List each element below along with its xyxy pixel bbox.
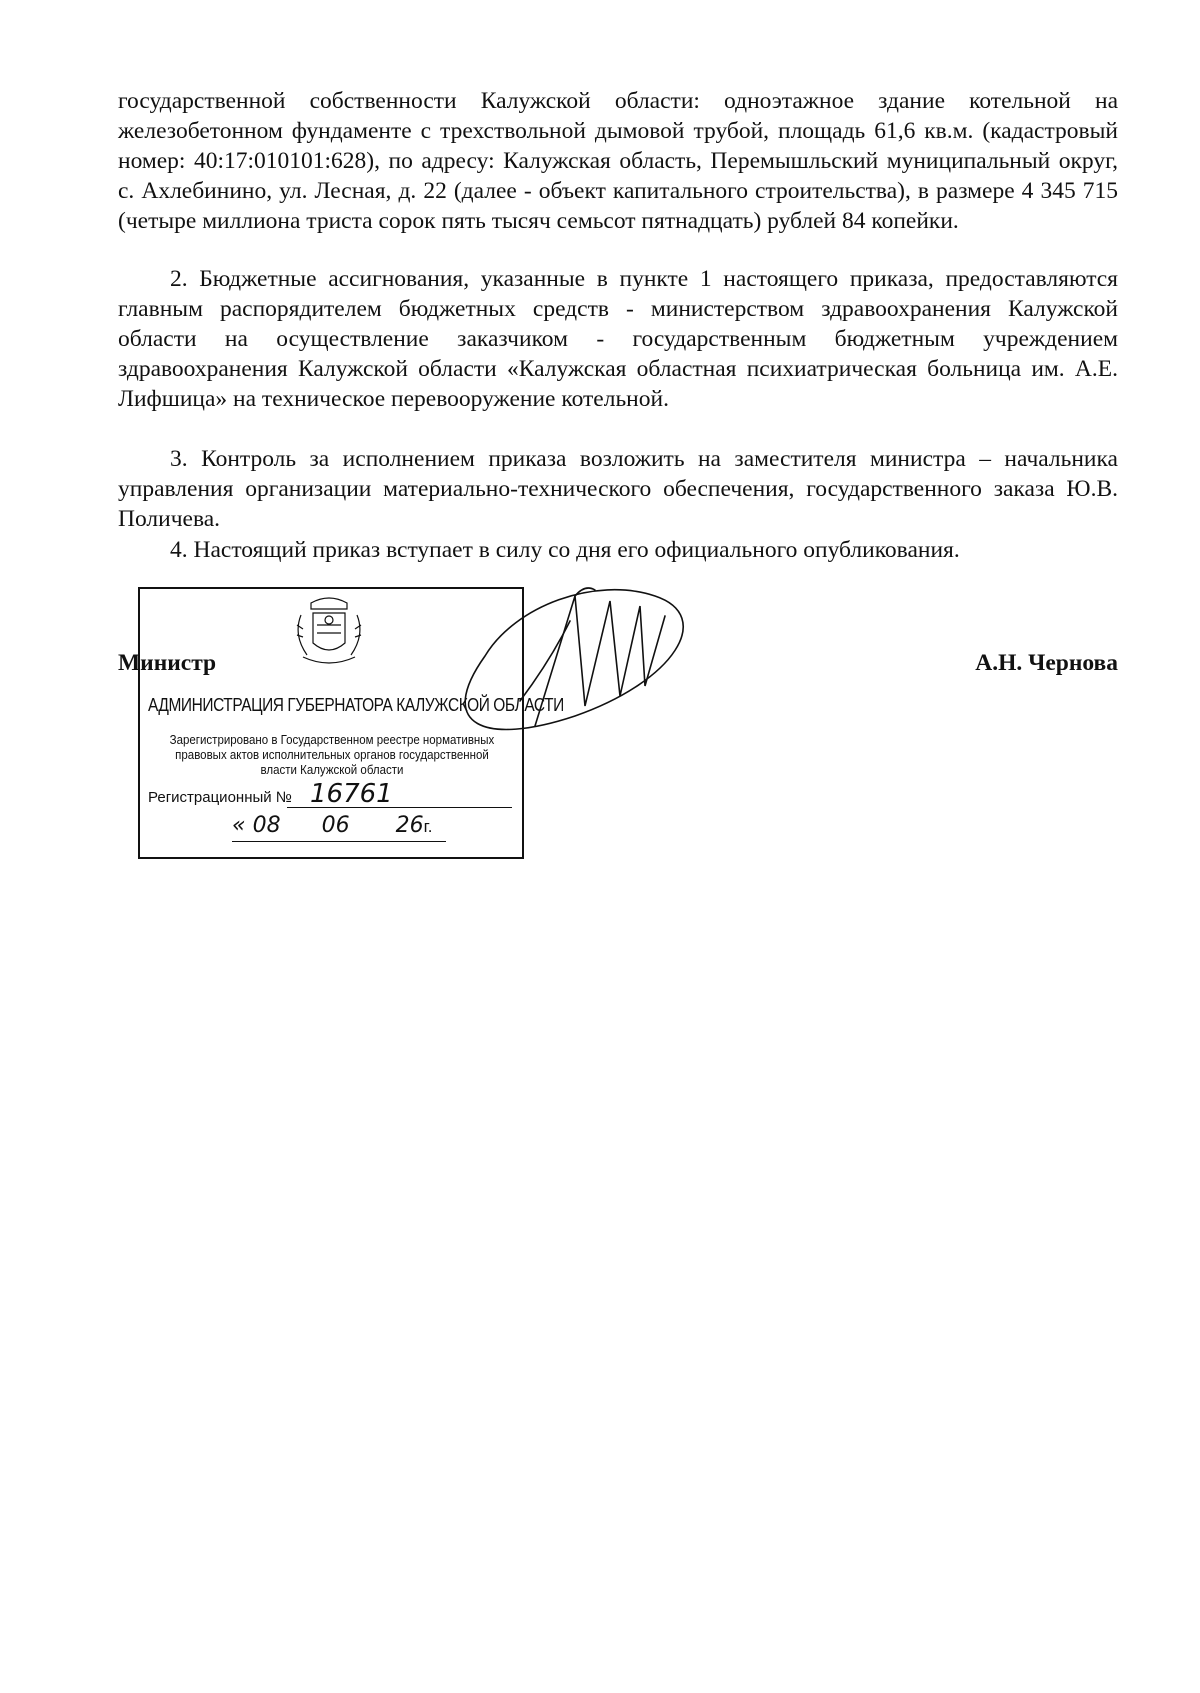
paragraph-item-3: 3. Контроль за исполнением приказа возложить на заместителя министра – начальника управления организации материально-технического обеспечения, государственного заказа Ю.В. Поличева. <box>118 446 1118 532</box>
stamp-date-day: 08 <box>252 813 281 838</box>
stamp-organization: АДМИНИСТРАЦИЯ ГУБЕРНАТОРА КАЛУЖСКОЙ ОБЛАСТИ <box>148 695 564 715</box>
stamp-date-year: 26 <box>395 813 424 838</box>
paragraph-continuation: государственной собственности Калужской области: одноэтажное здание котельной на железобетонном фундаменте с трехствольной дымовой трубой, площадь 61,6 кв.м. (кадастровый номер: 40:17:010101:628), по адресу: Калужская область, Перемышльский муниципальный округ, с. Ахлебинино, ул. Лесная, д. 22 (далее - объект капитального строительства), в размере 4 345 715 (четыре миллиона триста сорок пять тысяч семьсот пятнадцать) рублей 84 копейки. <box>118 88 1118 234</box>
paragraph-item-2: 2. Бюджетные ассигнования, указанные в пункте 1 настоящего приказа, предоставляются главным распорядителем бюджетных средств - министерством здравоохранения Калужской области на осуществление заказчиком - государственным бюджетным учреждением здравоохранения Калужской области «Калужская областная психиатрическая больница им. А.Е. Лифшица» на техническое перевооружение котельной. <box>118 266 1118 412</box>
stamp-registration-text: Зарегистрировано в Государственном реестре нормативных правовых актов исполнительных органов государственной власти Калужской области <box>169 733 495 777</box>
stamp-date-suffix: г. <box>423 817 433 836</box>
coat-of-arms-emblem <box>291 595 367 667</box>
stamp-date: « 08 06 26г. <box>232 813 433 838</box>
handwritten-signature <box>425 576 715 746</box>
stamp-registration-number: 16761 <box>310 779 393 809</box>
paragraph-item-4: 4. Настоящий приказ вступает в силу со дня его официального опубликования. <box>170 537 960 563</box>
stamp-date-month: 06 <box>321 813 350 838</box>
stamp-registration-label: Регистрационный № <box>148 789 292 806</box>
signatory-title: Министр <box>118 650 217 676</box>
signatory-name: А.Н. Чернова <box>975 650 1118 676</box>
stamp-date-line <box>232 841 446 842</box>
